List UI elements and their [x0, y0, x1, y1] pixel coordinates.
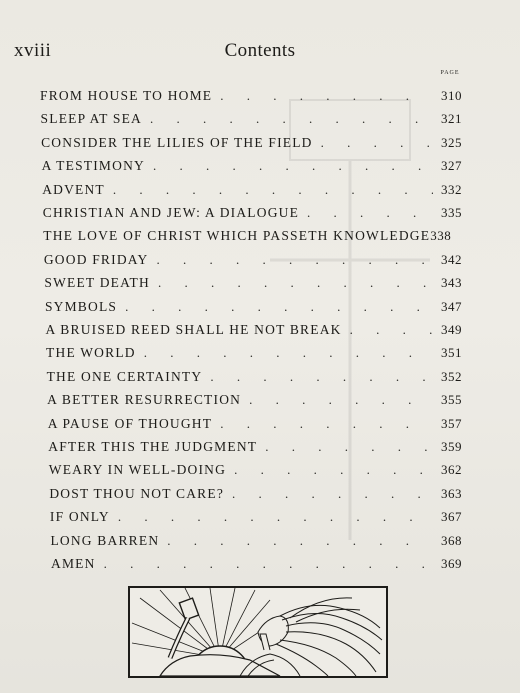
- leader-dots: [158, 275, 433, 291]
- toc-entry-page: 367: [440, 509, 462, 525]
- toc-entry-title: DOST THOU NOT CARE?: [49, 485, 225, 501]
- toc-entry: [46, 345, 462, 367]
- toc-entry: [50, 509, 462, 531]
- leader-dots: [307, 205, 433, 221]
- toc-entry-page: 325: [440, 134, 462, 150]
- toc-entry: [45, 299, 462, 321]
- woodcut-illustration: [128, 586, 388, 678]
- leader-dots: [234, 462, 433, 478]
- toc-entry: [47, 392, 462, 414]
- leader-dots: [153, 158, 433, 174]
- leader-dots: [156, 252, 433, 268]
- toc-entry-title: THE LOVE OF CHRIST WHICH PASSETH KNOWLEDGE: [43, 228, 431, 244]
- toc-entry-title: IF ONLY: [49, 509, 110, 525]
- toc-entry-page: 310: [441, 88, 462, 103]
- toc-entry-title: SYMBOLS: [44, 298, 118, 314]
- toc-entry: [51, 556, 462, 578]
- leader-dots: [104, 556, 433, 572]
- page-folio: xviii: [14, 40, 52, 61]
- leader-dots: [249, 392, 433, 408]
- page-title: Contents: [224, 40, 296, 61]
- toc-entry-page: 352: [440, 368, 462, 384]
- toc-entry-title: THE WORLD: [46, 345, 136, 361]
- toc-entry-title: WEARY IN WELL-DOING: [48, 462, 227, 478]
- toc-entry-page: 362: [440, 462, 462, 478]
- toc-entry-title: SWEET DEATH: [44, 275, 150, 291]
- toc-entry: [44, 275, 462, 297]
- leader-dots: [125, 299, 433, 315]
- toc-entry-page: 347: [440, 298, 462, 314]
- toc-entry-page: 357: [440, 415, 462, 431]
- toc-entry: [49, 462, 462, 484]
- toc-entry-title: CONSIDER THE LILIES OF THE FIELD: [41, 134, 313, 150]
- toc-entry: [42, 158, 462, 180]
- toc-entry-page: 351: [440, 345, 462, 361]
- leader-dots: [232, 486, 433, 502]
- toc-entry-page: 321: [440, 111, 462, 127]
- toc-entry-page: 332: [440, 181, 462, 197]
- toc-entry-page: 335: [441, 205, 462, 220]
- toc-entry: [40, 88, 462, 110]
- leader-dots: [265, 439, 433, 455]
- toc-entry-title: CHRISTIAN AND JEW: A DIALOGUE: [42, 205, 300, 220]
- toc-entry: [48, 416, 462, 438]
- toc-entry-title: LONG BARREN: [50, 532, 160, 548]
- toc-entry-page: 327: [440, 158, 462, 174]
- toc-entry: [41, 135, 462, 157]
- toc-entry-page: 355: [440, 392, 462, 408]
- toc-entry: [50, 533, 462, 555]
- leader-dots: [321, 135, 433, 151]
- page-column-label: PAGE: [440, 70, 460, 76]
- toc-entry-title: AFTER THIS THE JUDGMENT: [48, 439, 258, 454]
- toc-entry: [43, 228, 462, 250]
- table-of-contents: [0, 88, 520, 588]
- toc-entry-page: 343: [440, 275, 462, 291]
- toc-entry: [42, 182, 462, 204]
- toc-entry-title: THE ONE CERTAINTY: [46, 368, 203, 384]
- leader-dots: [350, 322, 433, 338]
- toc-entry-title: ADVENT: [42, 181, 105, 197]
- toc-entry-page: 369: [441, 556, 462, 571]
- toc-entry-page: 363: [440, 485, 462, 501]
- leader-dots: [113, 182, 433, 198]
- toc-entry-page: 349: [441, 322, 462, 337]
- toc-entry-page: 368: [440, 532, 462, 548]
- toc-entry: [46, 322, 463, 344]
- toc-entry: [47, 369, 462, 391]
- leader-dots: [220, 416, 433, 432]
- toc-entry-title: A BRUISED REED SHALL HE NOT BREAK: [45, 322, 342, 337]
- leader-dots: [118, 509, 433, 525]
- toc-entry: [43, 205, 462, 227]
- leader-dots: [150, 111, 433, 127]
- toc-entry-title: GOOD FRIDAY: [43, 251, 149, 267]
- toc-entry: [48, 439, 462, 461]
- leader-dots: [167, 533, 433, 549]
- leader-dots: [220, 88, 433, 104]
- toc-entry-title: A PAUSE OF THOUGHT: [47, 415, 213, 431]
- toc-entry-page: 338: [430, 228, 452, 244]
- toc-entry-title: A TESTIMONY: [41, 158, 145, 174]
- leader-dots: [144, 345, 433, 361]
- toc-entry-title: A BETTER RESURRECTION: [47, 392, 242, 408]
- toc-entry: [49, 486, 462, 508]
- toc-entry-title: SLEEP AT SEA: [40, 111, 142, 127]
- toc-entry-page: 359: [441, 439, 462, 454]
- toc-entry-title: AMEN: [51, 556, 96, 571]
- toc-entry: [41, 111, 462, 133]
- angel-woodcut-image: [130, 588, 386, 676]
- toc-entry-title: FROM HOUSE TO HOME: [40, 88, 213, 103]
- toc-entry-page: 342: [440, 251, 462, 267]
- leader-dots: [210, 369, 433, 385]
- toc-entry: [44, 252, 462, 274]
